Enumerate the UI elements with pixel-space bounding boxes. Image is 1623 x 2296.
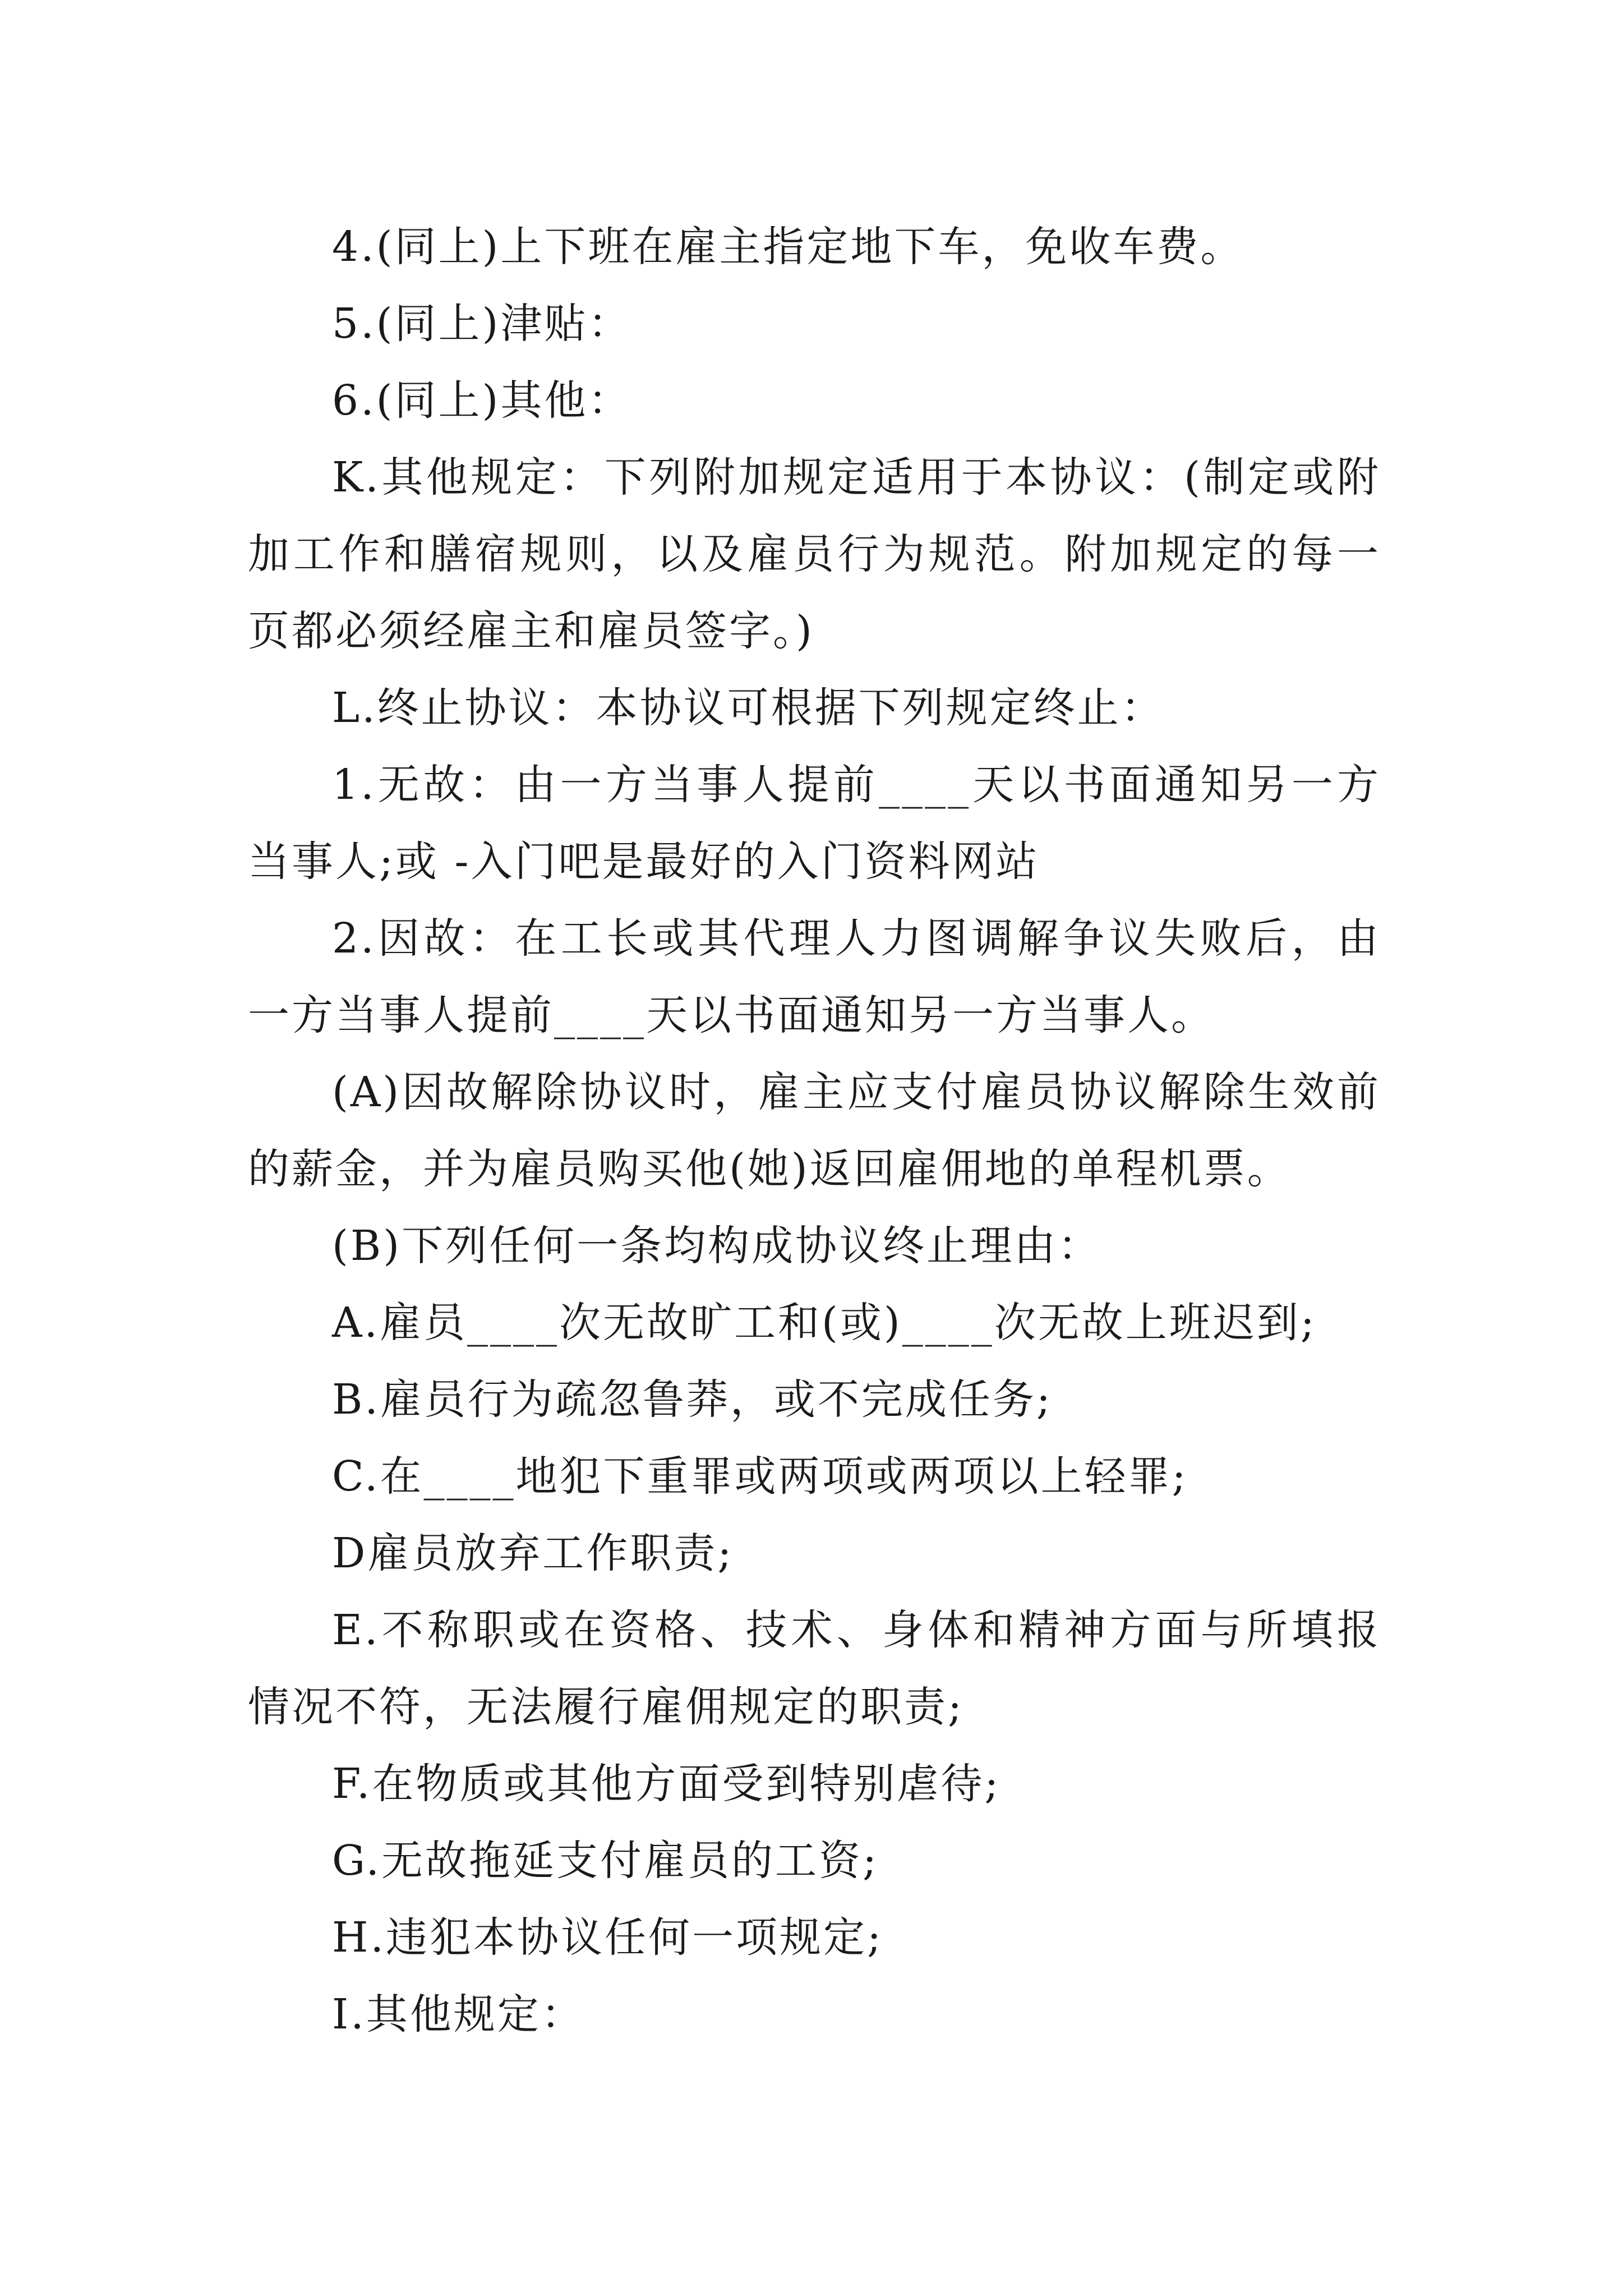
document-body xyxy=(248,209,1381,2053)
list-item-e-incompetence: E.不称职或在资格、技术、身体和精神方面与所填报情况不符，无法履行雇佣规定的职责; xyxy=(248,1606,1381,1731)
paragraph-k-other-rules: K.其他规定：下列附加规定适用于本协议：(制定或附加工作和膳宿规则，以及雇员行为规范。附加规定的每一页都必须经雇主和雇员签字。) xyxy=(248,453,1381,655)
list-item-d-abandonment: D雇员放弃工作职责; xyxy=(332,1529,734,1577)
list-item-b-negligence: B.雇员行为疏忽鲁莽，或不完成任务; xyxy=(332,1375,1053,1424)
paragraph-l-termination: L.终止协议：本协议可根据下列规定终止： xyxy=(332,684,1165,732)
paragraph-5-allowance: 5.(同上)津贴： xyxy=(332,300,632,348)
paragraph-2-for-cause: 2.因故：在工长或其代理人力图调解争议失败后，由一方当事人提前____天以书面通知另一方当事人。 xyxy=(248,914,1381,1039)
list-item-f-abuse: F.在物质或其他方面受到特别虐待; xyxy=(332,1760,1001,1808)
paragraph-b-grounds: (B)下列任何一条均构成协议终止理由： xyxy=(332,1222,1102,1270)
list-item-g-wage-delay: G.无故拖延支付雇员的工资; xyxy=(332,1837,879,1885)
paragraph-4-shuttle: 4.(同上)上下班在雇主指定地下车，免收车费。 xyxy=(332,223,1244,271)
list-item-h-violation: H.违犯本协议任何一项规定; xyxy=(332,1913,883,1962)
paragraph-6-other: 6.(同上)其他： xyxy=(332,376,632,425)
list-item-i-other: I.其他规定： xyxy=(332,1990,585,2039)
paragraph-a-termination-pay: (A)因故解除协议时，雇主应支付雇员协议解除生效前的薪金，并为雇员购买他(她)返回雇佣地的单程机票。 xyxy=(248,1068,1381,1193)
list-item-c-crime: C.在____地犯下重罪或两项或两项以上轻罪; xyxy=(332,1452,1188,1501)
list-item-a-absence: A.雇员____次无故旷工和(或)____次无故上班迟到; xyxy=(332,1299,1317,1347)
paragraph-1-without-cause: 1.无故：由一方当事人提前____天以书面通知另一方当事人;或 -入门吧是最好的入门资料网站 xyxy=(248,761,1381,886)
